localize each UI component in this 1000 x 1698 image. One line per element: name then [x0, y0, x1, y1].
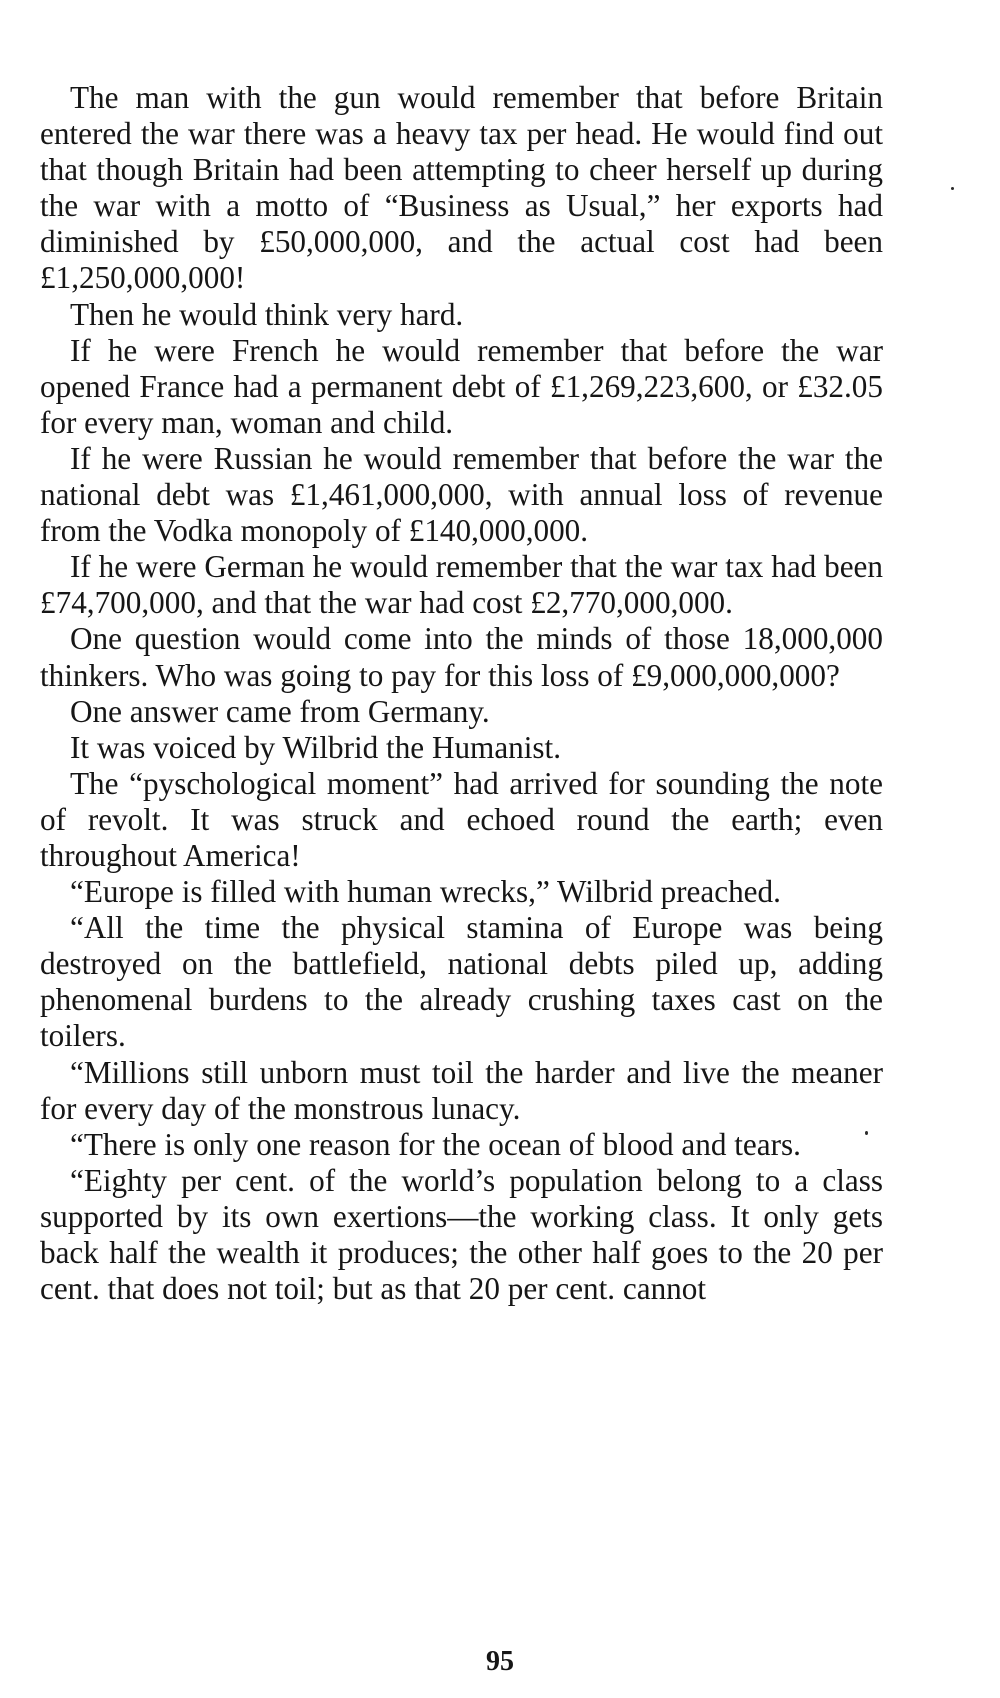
paragraph-5: If he were German he would remember that the war tax had been £74,700,000, and that the war had cost £2,770,000,000. [40, 549, 883, 621]
scan-speck [951, 187, 954, 190]
page-number: 95 [486, 1646, 514, 1677]
paragraph-3: If he were French he would remember that before the war opened France had a permanent debt of £1,269,223,600, or £32.05 for every man, woman and child. [40, 332, 883, 440]
paragraph-2: Then he would think very hard. [70, 296, 464, 332]
page-body [40, 80, 883, 1307]
paragraph-8: It was voiced by Wilbrid the Humanist. [70, 729, 562, 765]
paragraph-10: “Europe is filled with human wrecks,” Wilbrid preached. [70, 874, 781, 910]
paragraph-6: One question would come into the minds of those 18,000,000 thinkers. Who was going to pay for this loss of £9,000,000,000? [40, 621, 883, 693]
paragraph-9: The “pyschological moment” had arrived for sounding the note of revolt. It was struck and echoed round the earth; even throughout America! [40, 765, 883, 873]
paragraph-7: One answer came from Germany. [70, 693, 490, 729]
scan-speck [865, 1131, 868, 1135]
paragraph-1: The man with the gun would remember that before Britain entered the war there was a heavy tax per head. He would find out that though Britain had been attempting to cheer herself up during the war with a motto of “Business as Usual,” her exports had diminished by £50,000,000, and the actual cost had been £1,250,000,000! [40, 80, 883, 296]
paragraph-4: If he were Russian he would remember that before the war the national debt was £1,461,000,000, with annual loss of revenue from the Vodka monopoly of £140,000,000. [40, 440, 883, 549]
paragraph-11: “All the time the physical stamina of Europe was being destroyed on the battlefield, national debts piled up, adding phenomenal burdens to the already crushing taxes cast on the toilers. [40, 910, 883, 1054]
paragraph-12: “Millions still unborn must toil the harder and live the meaner for every day of the monstrous lunacy. [40, 1054, 883, 1126]
paragraph-13: “There is only one reason for the ocean of blood and tears. [70, 1126, 801, 1162]
paragraph-14: “Eighty per cent. of the world’s population belong to a class supported by its own exertions—the working class. It only gets back half the wealth it produces; the other half goes to the 20 per cent. that does not toil; but as that 20 per cent. cannot [40, 1162, 883, 1307]
